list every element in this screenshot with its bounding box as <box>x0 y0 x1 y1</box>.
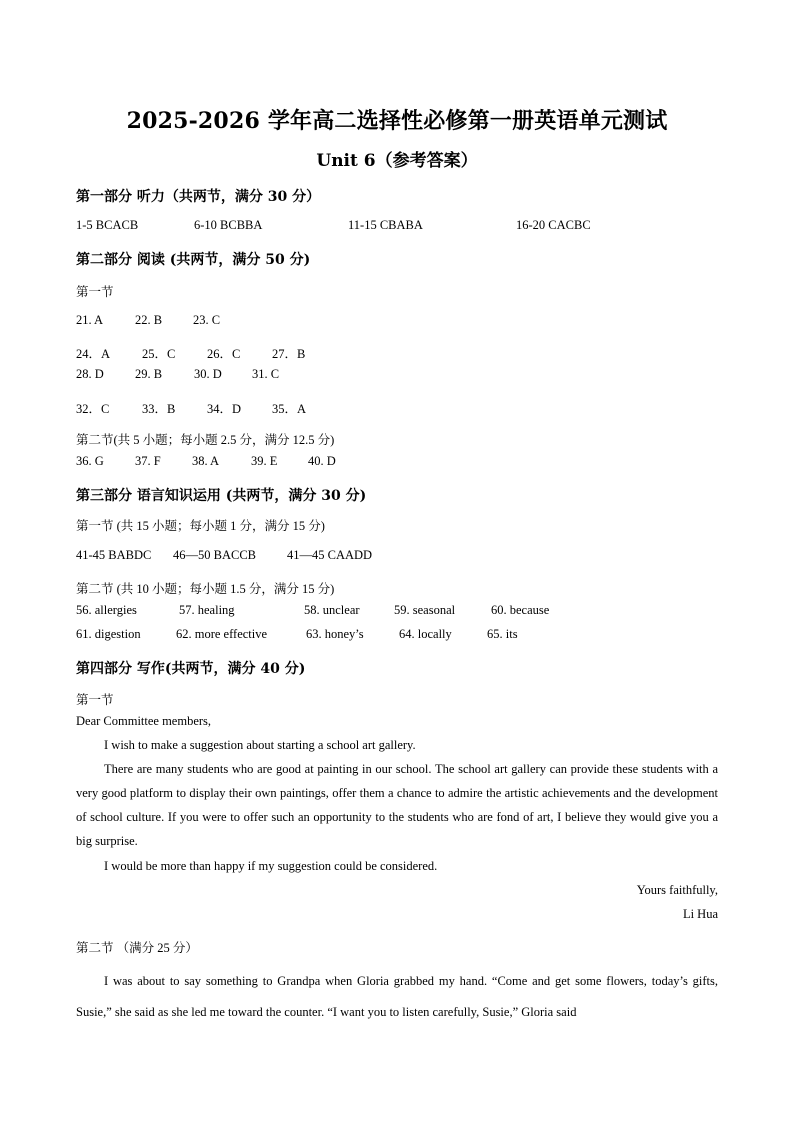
part1-answer: 6-10 BCBBA <box>194 218 263 232</box>
part2-answer: 37. F <box>135 454 161 468</box>
part4-section1-label: 第一节 <box>76 693 114 707</box>
part2-answer: 21. A <box>76 313 104 327</box>
part2-answer: 27．B <box>272 347 306 361</box>
document-title: 2025-2026 学年高二选择性必修第一册英语单元测试 <box>126 108 668 134</box>
part3-answer: 65. its <box>487 627 518 641</box>
part2-answer: 23. C <box>193 313 221 327</box>
part2-heading: 第二部分 阅读 (共两节，满分 50 分) <box>76 252 311 268</box>
part1-heading: 第一部分 听力（共两节，满分 30 分） <box>76 189 321 205</box>
part1-answer: 11-15 CBABA <box>348 218 423 232</box>
part3-answer: 46—50 BACCB <box>173 548 257 562</box>
document-subtitle: Unit 6（参考答案） <box>316 151 478 171</box>
story-paragraph: I was about to say something to Grandpa when Gloria grabbed my hand. “Come and get some flowers, today’s gifts, Susie,” she said as she led me toward the counter. “I want you to listen carefully, Susie,” Gloria said <box>76 974 718 1019</box>
part2-answer: 26．C <box>207 347 241 361</box>
part4-section2-label: 第二节 （满分 25 分） <box>76 941 198 955</box>
part2-answer: 25．C <box>142 347 176 361</box>
part2-answer: 35．A <box>272 402 307 416</box>
part2-answer: 24．A <box>76 347 111 361</box>
part2-answer: 38. A <box>192 454 220 468</box>
part2-answer: 30. D <box>194 367 222 381</box>
part3-answer: 57. healing <box>179 603 235 617</box>
letter-paragraph: There are many students who are good at painting in our school. The school art gallery can provide these students with a very good platform to display their own paintings, offer them a chance to admire the artistic achievements and the development of school culture. If you were to offer such an opportunity to the students who are fond of art, I believe they would give you a big surprise. <box>76 762 718 848</box>
part2-answer: 36. G <box>76 454 104 468</box>
part3-answer: 62. more effective <box>176 627 268 641</box>
part2-answer: 33．B <box>142 402 176 416</box>
part1-answer: 1-5 BCACB <box>76 218 139 232</box>
part3-answer: 60. because <box>491 603 550 617</box>
letter-paragraph: I wish to make a suggestion about starting a school art gallery. <box>104 738 416 752</box>
part2-answer: 40. D <box>308 454 336 468</box>
part2-section2-label: 第二节(共 5 小题；每小题 2.5 分，满分 12.5 分) <box>76 433 335 447</box>
part2-answer: 39. E <box>251 454 278 468</box>
part2-answer: 34．D <box>207 402 242 416</box>
part2-answer: 32．C <box>76 402 110 416</box>
part3-answer: 41—45 CAADD <box>287 548 373 562</box>
letter-closing: Yours faithfully, <box>636 883 718 897</box>
part2-answer: 31. C <box>252 367 280 381</box>
part3-answer: 64. locally <box>399 627 452 641</box>
part4-heading: 第四部分 写作(共两节，满分 40 分) <box>76 661 306 677</box>
part1-answer: 16-20 CACBC <box>516 218 591 232</box>
part3-answer: 63. honey’s <box>306 627 364 641</box>
letter-salutation: Dear Committee members, <box>76 714 212 728</box>
part3-heading: 第三部分 语言知识运用 (共两节，满分 30 分) <box>76 488 367 504</box>
part2-answer: 28. D <box>76 367 104 381</box>
part3-answer: 41-45 BABDC <box>76 548 152 562</box>
part3-answer: 58. unclear <box>304 603 360 617</box>
part3-answer: 59. seasonal <box>394 603 456 617</box>
part3-answer: 61. digestion <box>76 627 141 641</box>
part3-section1-label: 第一节 (共 15 小题；每小题 1 分，满分 15 分) <box>76 519 325 533</box>
part3-section2-label: 第二节 (共 10 小题；每小题 1.5 分，满分 15 分) <box>76 582 335 596</box>
letter-signature: Li Hua <box>682 907 718 921</box>
part2-answer: 22. B <box>135 313 163 327</box>
part3-answer: 56. allergies <box>76 603 137 617</box>
part2-section1-label: 第一节 <box>76 285 114 299</box>
letter-paragraph: I would be more than happy if my suggestion could be considered. <box>104 859 438 873</box>
part2-answer: 29. B <box>135 367 163 381</box>
